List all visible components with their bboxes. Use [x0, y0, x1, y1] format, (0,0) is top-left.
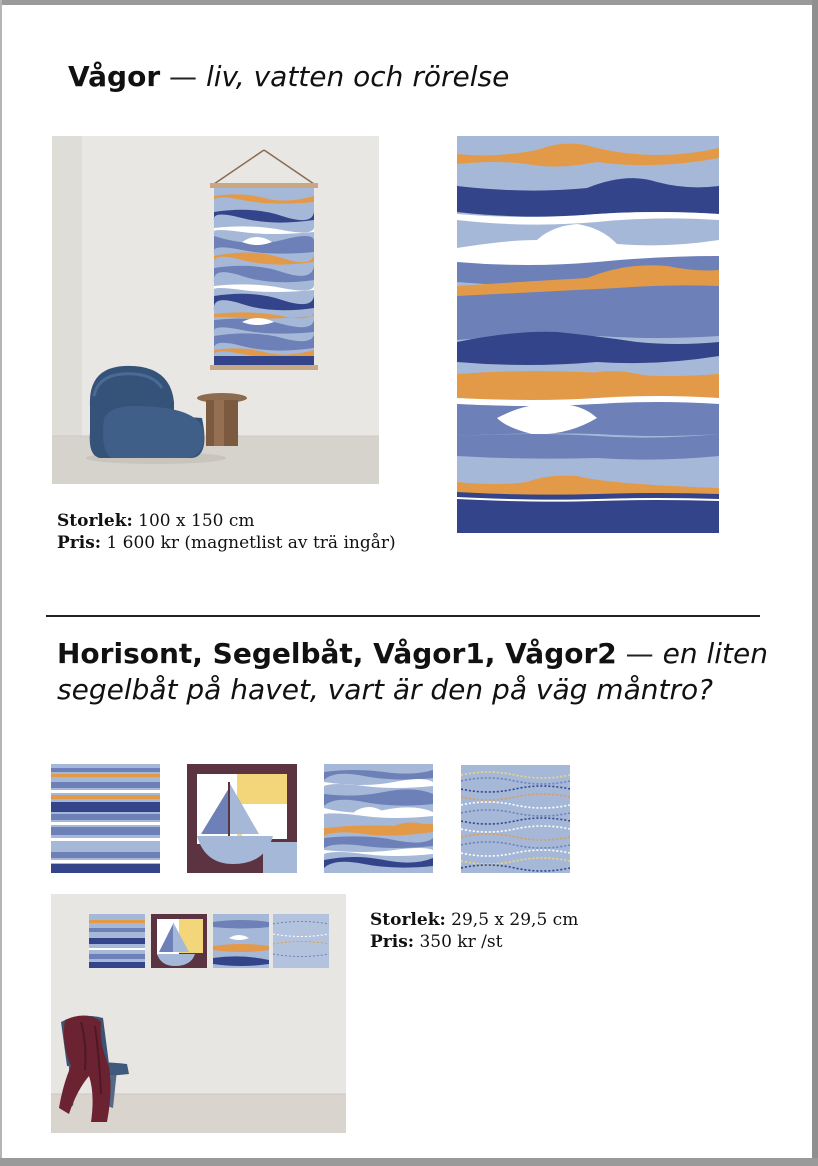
frame-left-border [0, 0, 2, 1166]
section-title-horisont [57, 636, 787, 708]
size-value: 100 x 150 cm [132, 511, 255, 531]
price-label: Pris: [370, 932, 415, 952]
section-divider [46, 615, 760, 617]
frame-bottom-border [0, 1158, 818, 1166]
size-value: 29,5 x 29,5 cm [445, 910, 579, 930]
artwork-vagor2 [461, 765, 570, 873]
spec-price [370, 931, 578, 953]
frame-right-border [812, 0, 818, 1166]
spec-size [370, 909, 578, 931]
title-subtitle: liv, vatten och rörelse [205, 60, 510, 93]
size-label: Storlek: [370, 910, 446, 930]
artwork-horisont [51, 764, 160, 873]
spec-price [57, 532, 396, 554]
spec-size [57, 510, 396, 532]
specs-vagor [57, 510, 396, 554]
price-value: 350 kr /st [414, 932, 503, 952]
room-photo-four-prints [51, 894, 346, 1133]
frame-top-border [0, 0, 818, 5]
artwork-segelbat [187, 764, 297, 873]
artwork-vagor1 [324, 764, 433, 873]
room-photo-poster [52, 136, 379, 484]
price-label: Pris: [57, 533, 102, 553]
price-value: 1 600 kr (magnetlist av trä ingår) [101, 533, 396, 553]
title-dash: — [160, 60, 206, 93]
title-bold: Vågor [68, 60, 161, 93]
title-bold: Horisont, Segelbåt, Vågor1, Vågor2 [57, 637, 617, 670]
title-dash: — [616, 637, 663, 670]
title-subtitle: en liten segelbåt på havet, vart är den på väg måntro? [57, 637, 768, 706]
section-title-vagor [68, 60, 509, 93]
specs-horisont-series [370, 909, 578, 953]
size-label: Storlek: [57, 511, 133, 531]
artwork-vagor-large [457, 136, 719, 533]
